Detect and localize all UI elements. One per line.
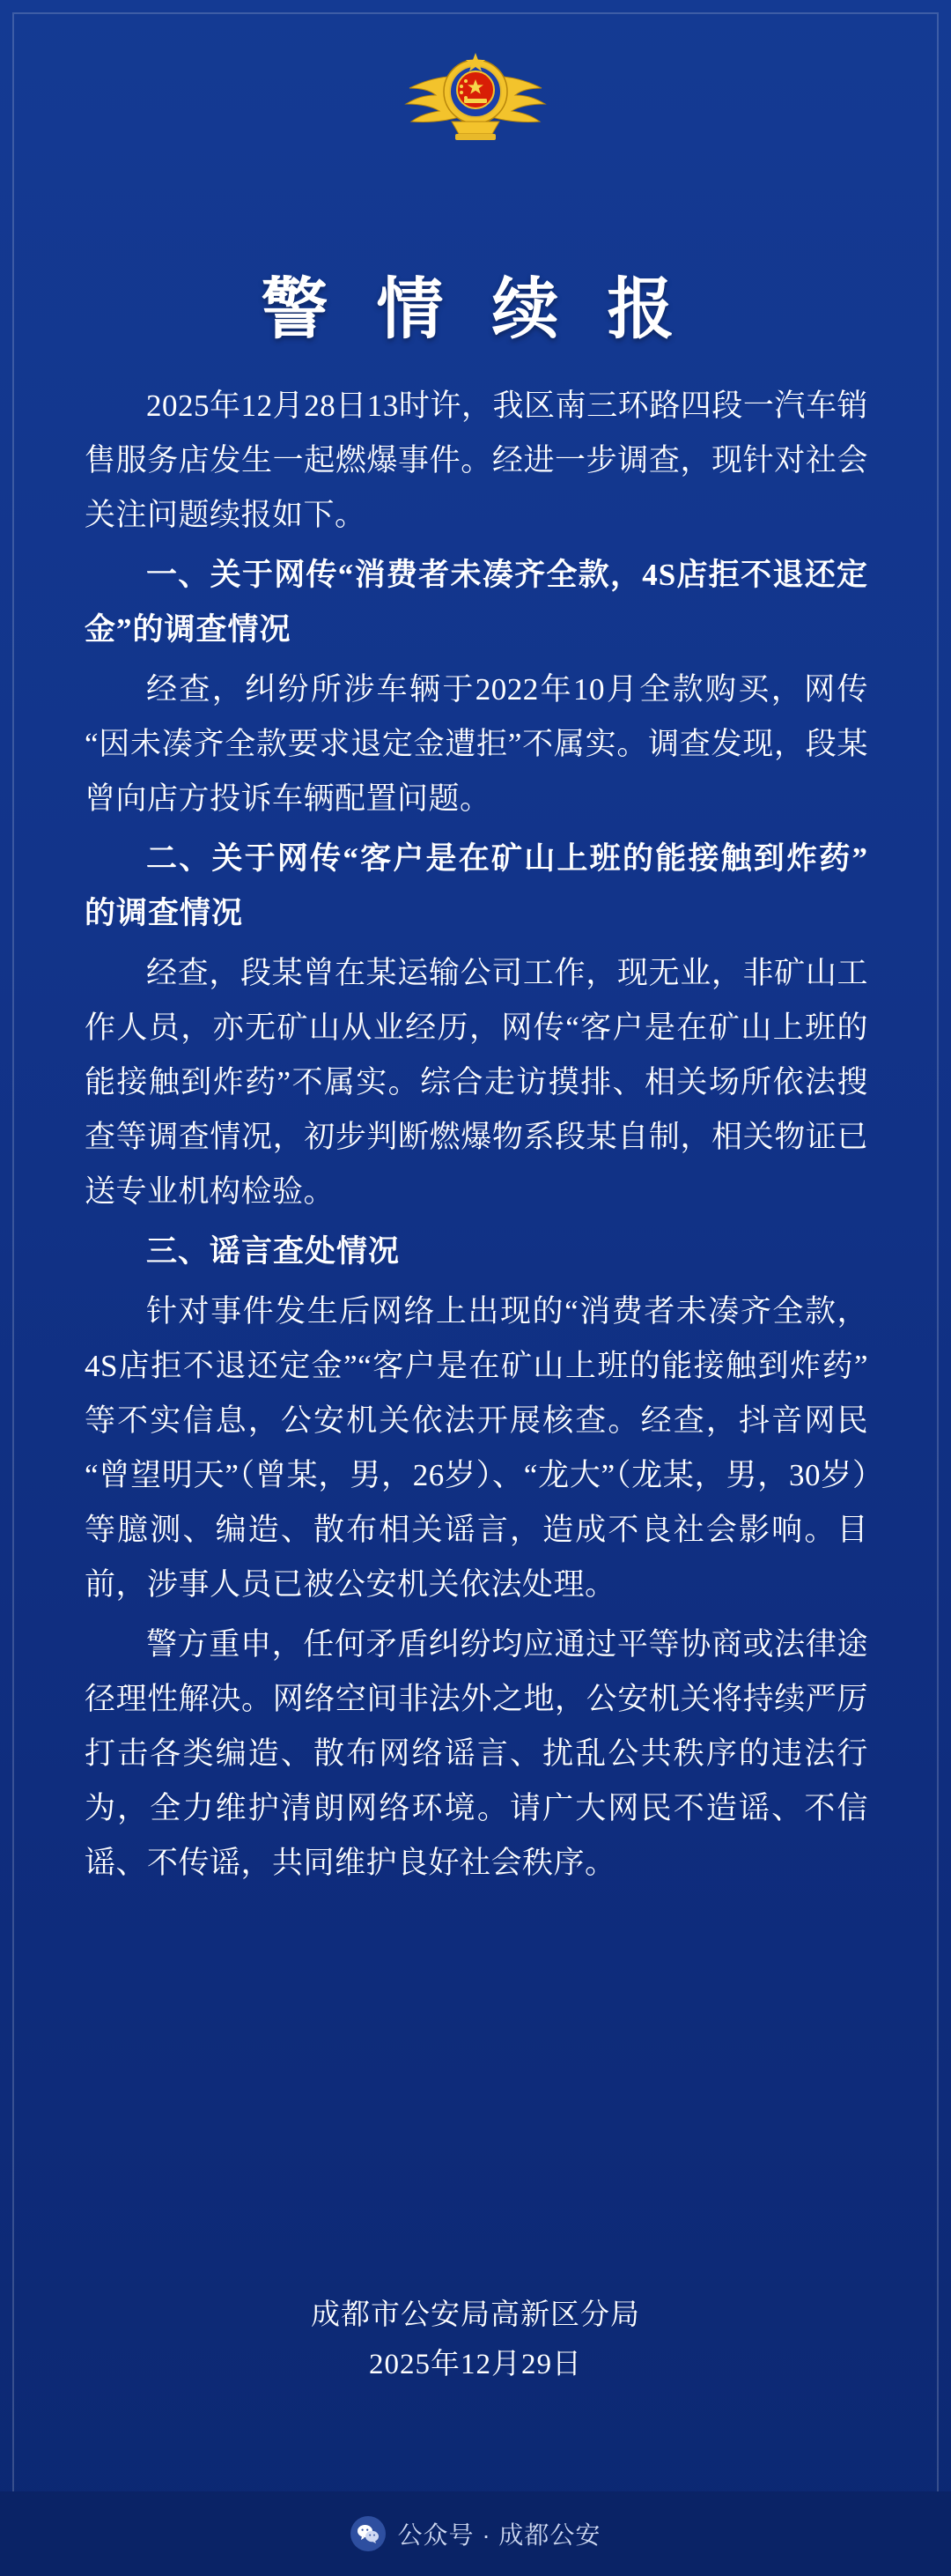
- issue-date: 2025年12月29日: [369, 2349, 582, 2380]
- paragraph-section-1-body: 经查，纠纷所涉车辆于2022年10月全款购买，网传“因未凑齐全款要求退定金遭拒”不属实。调查发现，段某曾向店方投诉车辆配置问题。: [85, 672, 868, 816]
- bottom-bar-label: 公众号 · 成都公安: [397, 2521, 601, 2549]
- page-title: 警 情 续 报: [261, 273, 690, 347]
- bottom-bar-content: [350, 2516, 601, 2551]
- bottom-bar: [0, 2491, 951, 2576]
- paragraph-section-3-body: 针对事件发生后网络上出现的“消费者未凑齐全款，4S店拒不退还定金”“客户是在矿山上班的能接触到炸药”等不实信息，公安机关依法开展核查。经查，抖音网民“曾望明天”（曾某，男，26岁）、“龙大”（龙某，男，30岁）等臆测、编造、散布相关谣言，造成不良社会影响。目前，涉事人员已被公安机关依法处理。: [85, 1294, 868, 1602]
- paragraph-section-2-body: 经查，段某曾在某运输公司工作，现无业，非矿山工作人员，亦无矿山从业经历，网传“客户是在矿山上班的能接触到炸药”不属实。综合走访摸排、相关场所依法搜查等调查情况，初步判断燃爆物系段某自制，相关物证已送专业机构检验。: [85, 956, 868, 1209]
- paragraph-section-3-heading: 三、谣言查处情况: [146, 1234, 401, 1269]
- paragraph-intro: 2025年12月28日13时许，我区南三环路四段一汽车销售服务店发生一起燃爆事件。经进一步调查，现针对社会关注问题续报如下。: [85, 389, 868, 532]
- emblem-container: [0, 42, 951, 159]
- notice-body: [85, 379, 868, 1896]
- china-police-emblem-icon: [392, 42, 559, 159]
- paragraph-section-1-heading: 一、关于网传“消费者未凑齐全款，4S店拒不退还定金”的调查情况: [85, 558, 868, 647]
- wechat-icon: [350, 2516, 386, 2551]
- signature-block: [0, 2291, 951, 2389]
- paragraph-section-2-heading: 二、关于网传“客户是在矿山上班的能接触到炸药”的调查情况: [85, 841, 868, 930]
- paragraph-closing: 警方重申，任何矛盾纠纷均应通过平等协商或法律途径理性解决。网络空间非法外之地，公安机关将持续严厉打击各类编造、散布网络谣言、扰乱公共秩序的违法行为，全力维护清朗网络环境。请广大网民不造谣、不信谣、不传谣，共同维护良好社会秩序。: [85, 1627, 868, 1880]
- issuer-name: 成都市公安局高新区分局: [311, 2299, 640, 2331]
